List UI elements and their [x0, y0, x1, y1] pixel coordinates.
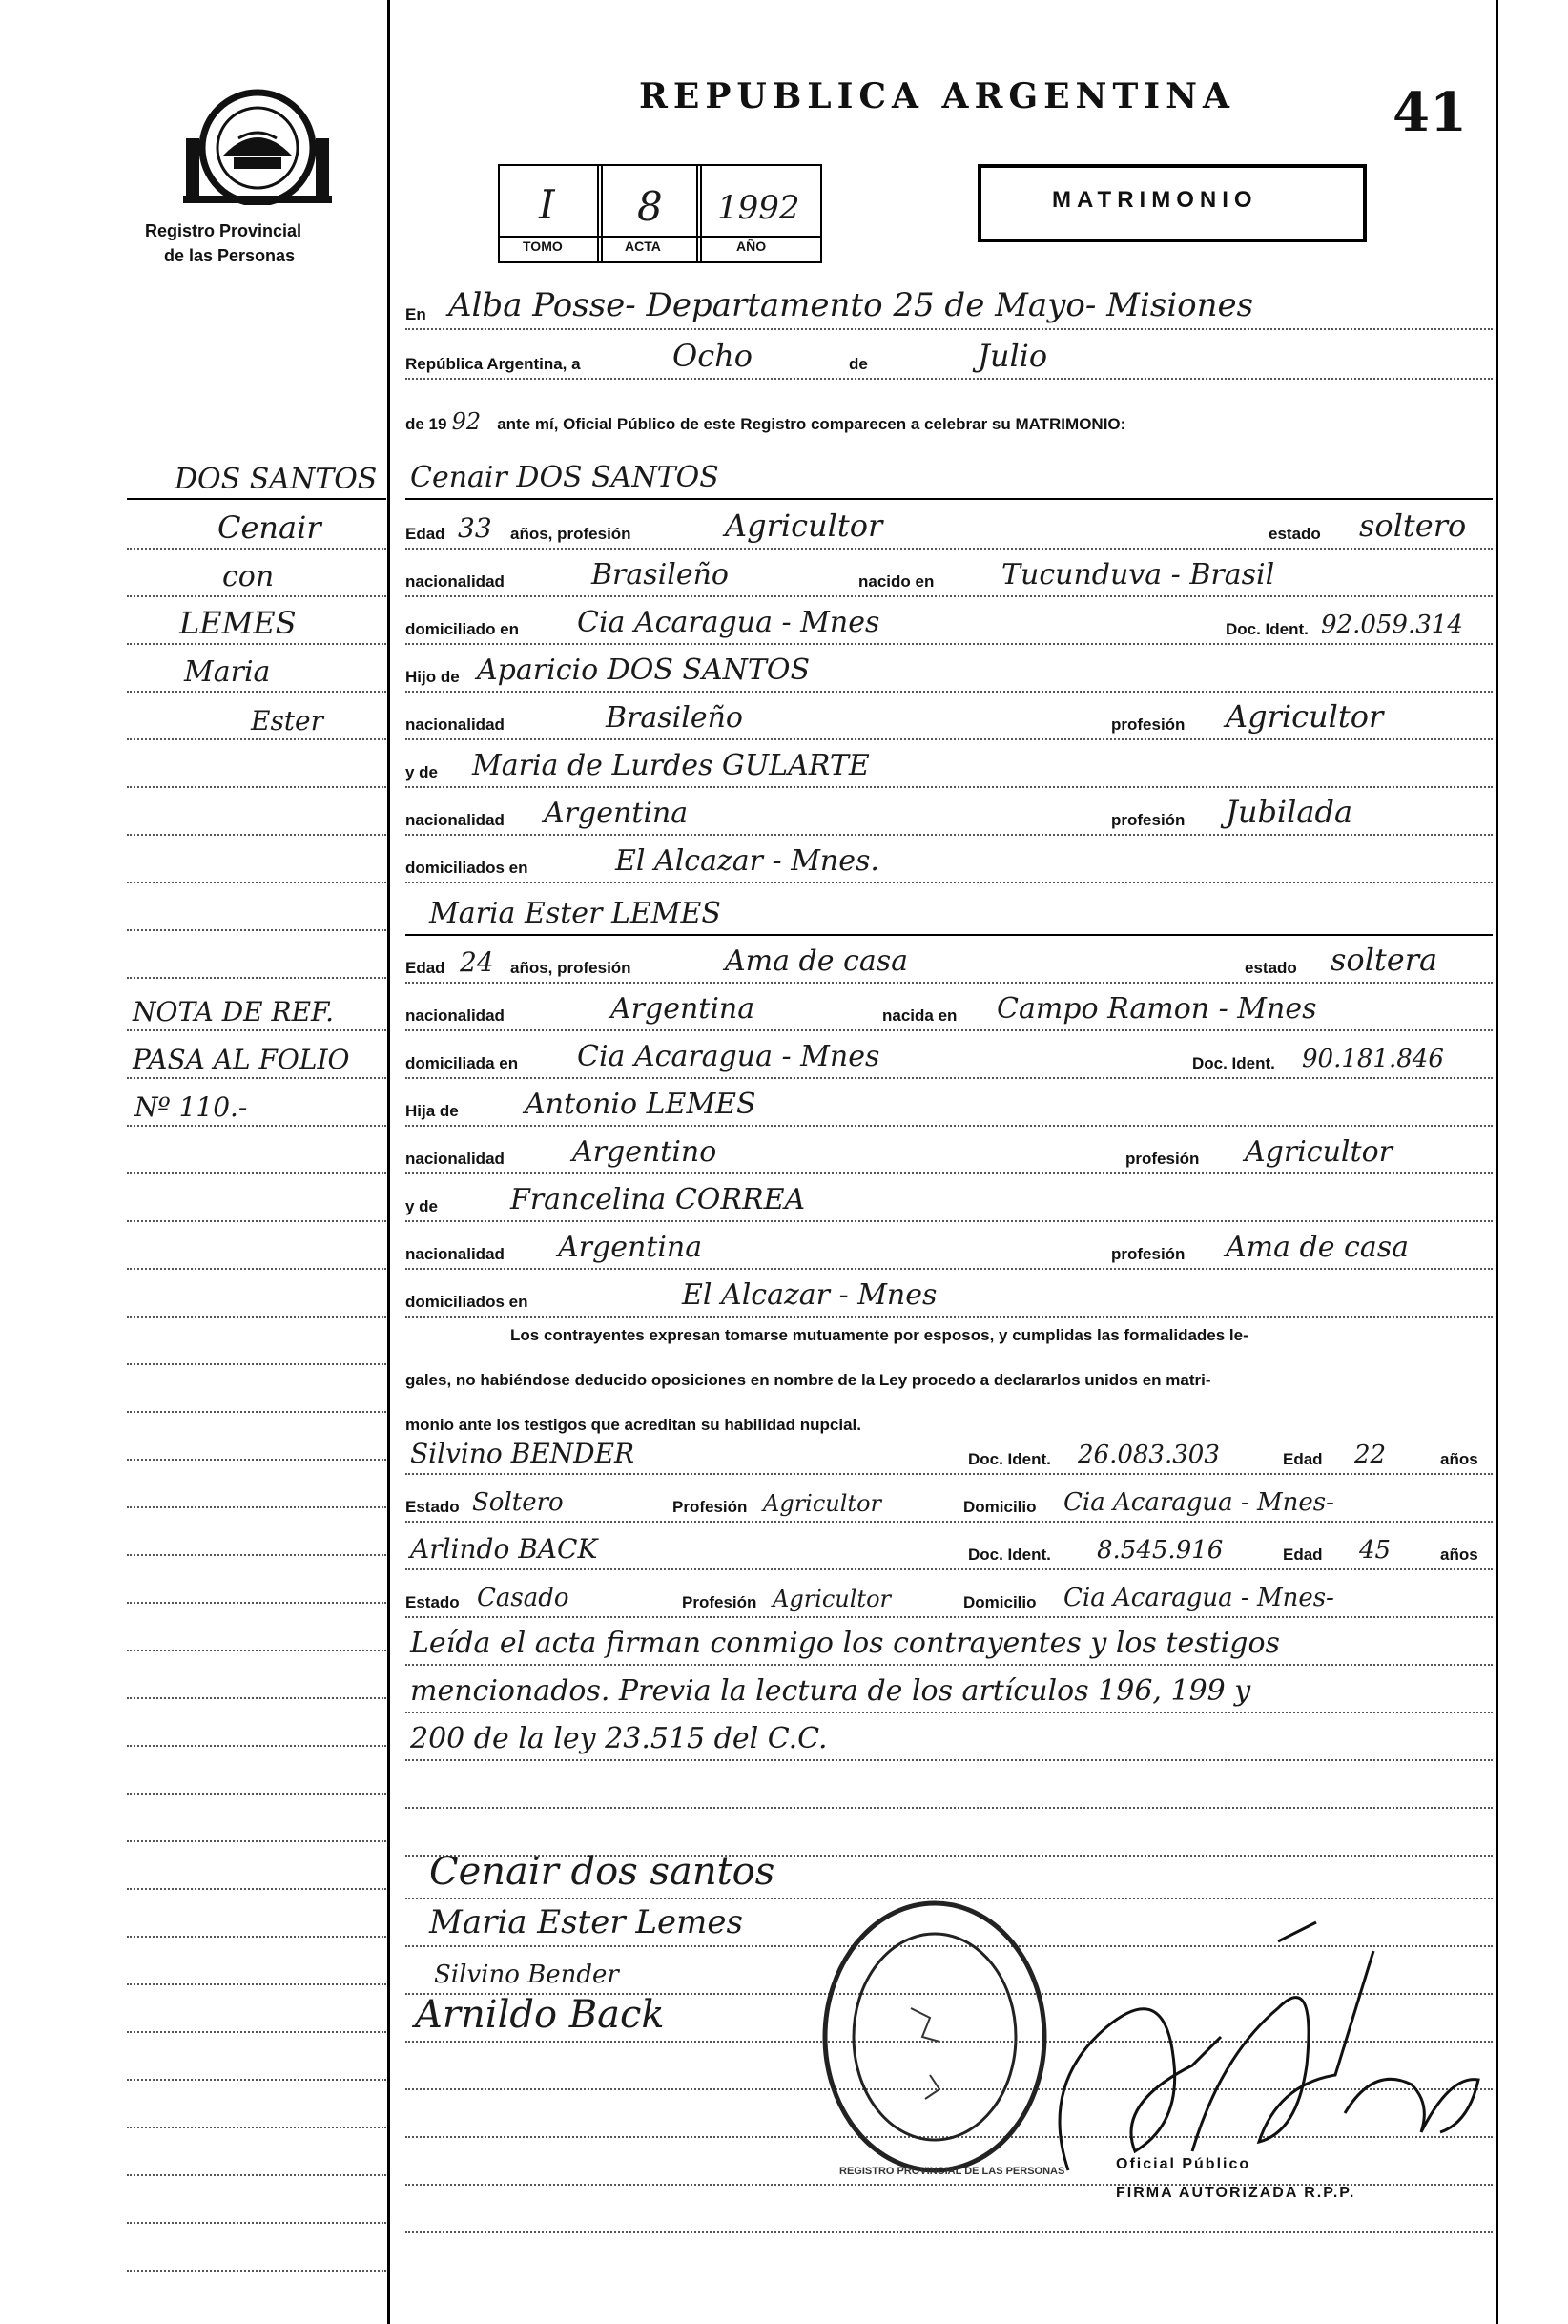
groom-padre-prof: Agricultor	[1226, 698, 1384, 735]
witness1-estado: Soltero	[472, 1488, 564, 1517]
closing-line1: Leída el acta firman conmigo los contrayentes y los testigos	[410, 1627, 1280, 1660]
witness2-name: Arlindo BACK	[410, 1533, 598, 1565]
bride-madre-prof: Ama de casa	[1226, 1231, 1409, 1264]
margin-name2a: Maria	[184, 655, 271, 689]
bride-madre-prof-label: profesión	[1111, 1245, 1186, 1263]
margin-blank-28	[127, 2180, 386, 2224]
margin-divider	[387, 0, 390, 2324]
witness2-anos-label: años	[1440, 1546, 1478, 1564]
bride-madre-row	[405, 1178, 1493, 1222]
margin-blank-1	[127, 744, 386, 788]
witness1-estado-label: Estado	[405, 1498, 460, 1516]
groom-doc: 92.059.314	[1321, 611, 1463, 639]
groom-nacionalidad: Brasileño	[591, 558, 729, 591]
doc-type-title: MATRIMONIO	[1052, 187, 1258, 213]
margin-blank-27	[127, 2132, 386, 2176]
official-title: Oficial Público	[1116, 2156, 1251, 2172]
margin-blank-21	[127, 1846, 386, 1890]
groom-domicilio: Cia Acaragua - Mnes	[577, 606, 880, 639]
margin-blank-10	[127, 1321, 386, 1365]
bride-name-row	[405, 892, 1493, 936]
registry-name-line1: Registro Provincial	[145, 221, 302, 240]
margin-name2a-row	[127, 649, 386, 693]
margin-blank-20	[127, 1798, 386, 1842]
groom-name-row	[405, 456, 1493, 500]
margin-connector: con	[222, 560, 275, 593]
official-stamp	[815, 1894, 1054, 2180]
bride-madre: Francelina CORREA	[510, 1183, 806, 1216]
registrar-signature-icon	[1030, 1913, 1488, 2180]
tomo-label: TOMO	[523, 239, 563, 254]
bride-nacionalidad: Argentina	[610, 992, 755, 1026]
bride-estado: soltera	[1331, 942, 1438, 978]
closing-line3-row	[405, 1717, 1493, 1761]
acta-value: 8	[637, 183, 663, 230]
groom-profesion: Agricultor	[725, 508, 883, 544]
bride-padre-nac-row	[405, 1131, 1493, 1174]
intro-date-row	[405, 336, 1493, 380]
margin-name1: Cenair	[217, 509, 321, 546]
firma-autorizada: FIRMA AUTORIZADA R.P.P.	[1116, 2185, 1356, 2201]
groom-edad-label: Edad	[405, 525, 445, 543]
margin-blank-12	[127, 1417, 386, 1461]
margin-surname1: DOS SANTOS	[175, 463, 378, 496]
closing-line3: 200 de la ley 23.515 del C.C.	[410, 1722, 828, 1755]
witness2-doc-label: Doc. Ident.	[968, 1546, 1051, 1564]
margin-blank-8	[127, 1226, 386, 1270]
blank-row-1	[405, 1765, 1493, 1809]
place-value: Alba Posse- Departamento 25 de Mayo- Misiones	[448, 286, 1254, 324]
witness1-domicilio: Cia Acaragua - Mnes-	[1063, 1488, 1334, 1517]
margin-blank-18	[127, 1703, 386, 1747]
groom-dom-label: domiciliado en	[405, 620, 520, 638]
margin-blank-15	[127, 1560, 386, 1604]
witness2-estado: Casado	[477, 1584, 569, 1612]
bride-nacida: Campo Ramon - Mnes	[997, 992, 1317, 1026]
groom-nac-row	[405, 553, 1493, 597]
groom-padre-prof-label: profesión	[1111, 716, 1186, 734]
registry-name-line2: de las Personas	[164, 246, 296, 265]
witness1-edad-label: Edad	[1283, 1450, 1323, 1468]
stamp-ring-text: REGISTRO PROVINCIAL DE LAS PERSONAS	[839, 2166, 1065, 2177]
bride-madre-nac: Argentina	[558, 1231, 703, 1264]
bride-nac-row	[405, 987, 1493, 1031]
groom-nacido-label: nacido en	[858, 572, 935, 591]
groom-madre-row	[405, 744, 1493, 788]
margin-blank-16	[127, 1608, 386, 1651]
bride-full-name: Maria Ester LEMES	[429, 897, 721, 930]
margin-blank-29	[127, 2228, 386, 2272]
witness2-estado-label: Estado	[405, 1593, 460, 1611]
witness2-domicilio: Cia Acaragua - Mnes-	[1063, 1584, 1334, 1612]
margin-blank-26	[127, 2085, 386, 2128]
margin-blank-5	[127, 935, 386, 979]
witness1-profesion-label: Profesión	[672, 1498, 748, 1516]
signature-witness1: Silvino Bender	[434, 1961, 619, 1989]
de-label: de	[849, 355, 868, 373]
signature-bride: Maria Ester Lemes	[429, 1903, 743, 1941]
margin-note1-row	[127, 987, 386, 1031]
bride-doc-label: Doc. Ident.	[1192, 1054, 1275, 1072]
witness1-row	[405, 1431, 1493, 1475]
groom-doc-label: Doc. Ident.	[1226, 620, 1309, 638]
bride-edad-label: Edad	[405, 959, 445, 977]
groom-nac-label: nacionalidad	[405, 572, 505, 591]
margin-connector-row	[127, 553, 386, 597]
ano-value: 1992	[717, 189, 800, 227]
witness1-edad: 22	[1354, 1441, 1387, 1469]
month-value: Julio	[978, 338, 1048, 374]
intro-place-row	[405, 286, 1493, 330]
margin-note1: NOTA DE REF.	[133, 996, 334, 1027]
margin-blank-22	[127, 1894, 386, 1938]
bride-dom-row	[405, 1035, 1493, 1079]
witness2-doc: 8.545.916	[1097, 1536, 1224, 1565]
year-statement: ante mí, Oficial Público de este Registro comparecen a celebrar su MATRIMONIO:	[497, 415, 1126, 433]
margin-blank-19	[127, 1751, 386, 1795]
bride-yde-label: y de	[405, 1197, 439, 1215]
bride-madre-nac-row	[405, 1226, 1493, 1270]
intro-year-row	[405, 408, 1125, 435]
margin-surname2: LEMES	[179, 605, 297, 641]
groom-padre: Aparicio DOS SANTOS	[477, 654, 811, 687]
margin-blank-3	[127, 840, 386, 883]
margin-blank-23	[127, 1941, 386, 1985]
groom-madre-prof-label: profesión	[1111, 811, 1186, 829]
bride-nac-label: nacionalidad	[405, 1006, 505, 1025]
margin-blank-24	[127, 1989, 386, 2033]
groom-edad-row	[405, 506, 1493, 550]
witness2-profesion: Agricultor	[773, 1586, 891, 1612]
groom-madre-prof: Jubilada	[1226, 794, 1353, 830]
witness2-domicilio-label: Domicilio	[963, 1593, 1037, 1611]
groom-profesion-label: años, profesión	[510, 525, 631, 543]
bride-madre-nac-label: nacionalidad	[405, 1245, 505, 1263]
bride-hija-label: Hija de	[405, 1102, 459, 1120]
witness2-edad: 45	[1359, 1536, 1392, 1565]
groom-madre-nac-row	[405, 792, 1493, 836]
right-border	[1496, 0, 1498, 2324]
margin-blank-11	[127, 1369, 386, 1413]
bride-padre: Antonio LEMES	[525, 1088, 756, 1121]
signature-groom: Cenair dos santos	[429, 1850, 775, 1894]
tomo-value: I	[539, 181, 555, 228]
provincial-seal-icon	[181, 81, 334, 205]
bride-padres-dom: El Alcazar - Mnes	[682, 1278, 938, 1312]
bride-domicilio: Cia Acaragua - Mnes	[577, 1040, 880, 1073]
margin-blank-25	[127, 2037, 386, 2081]
groom-padre-nac-label: nacionalidad	[405, 716, 505, 734]
margin-note3: Nº 110.-	[134, 1091, 248, 1123]
witness1-detail-row	[405, 1479, 1493, 1523]
day-value: Ocho	[672, 338, 753, 374]
groom-padre-nac: Brasileño	[606, 701, 743, 735]
groom-estado-label: estado	[1269, 525, 1321, 543]
margin-surname1-row	[127, 456, 386, 500]
groom-madre: Maria de Lurdes GULARTE	[472, 749, 870, 782]
witness2-edad-label: Edad	[1283, 1546, 1323, 1564]
groom-hijo-label: Hijo de	[405, 668, 460, 686]
witness2-row	[405, 1526, 1493, 1570]
groom-padres-dom: El Alcazar - Mnes.	[615, 844, 879, 878]
margin-note2-row	[127, 1035, 386, 1079]
bride-hija-row	[405, 1083, 1493, 1127]
groom-estado: soltero	[1359, 508, 1467, 544]
bride-edad-row	[405, 940, 1493, 984]
witness1-doc: 26.083.303	[1078, 1441, 1220, 1469]
bride-doms-label: domiciliados en	[405, 1293, 528, 1311]
margin-blank-6	[127, 1131, 386, 1174]
acta-label: ACTA	[625, 239, 661, 254]
margin-blank-7	[127, 1178, 386, 1222]
en-label: En	[405, 305, 426, 323]
year-prefix: de 19	[405, 415, 447, 433]
witness1-domicilio-label: Domicilio	[963, 1498, 1037, 1516]
groom-nacido: Tucunduva - Brasil	[1001, 558, 1275, 591]
formal-text-line3: monio ante los testigos que acreditan su habilidad nupcial.	[405, 1416, 861, 1434]
groom-full-name: Cenair DOS SANTOS	[410, 461, 719, 494]
margin-name2b: Ester	[251, 705, 324, 737]
margin-blank-2	[127, 792, 386, 836]
signature-witness2: Arnildo Back	[415, 1993, 665, 2037]
margin-blank-4	[127, 887, 386, 931]
groom-padres-dom-row	[405, 840, 1493, 883]
groom-madre-nac: Argentina	[544, 797, 689, 830]
groom-edad: 33	[458, 512, 492, 544]
groom-dom-row	[405, 601, 1493, 645]
bride-estado-label: estado	[1245, 959, 1297, 977]
witness2-detail-row	[405, 1574, 1493, 1618]
bride-padre-nac-label: nacionalidad	[405, 1150, 505, 1168]
bride-dom-label: domiciliada en	[405, 1054, 519, 1072]
bride-padres-dom-row	[405, 1274, 1493, 1318]
bride-profesion-label: años, profesión	[510, 959, 631, 977]
margin-blank-14	[127, 1512, 386, 1556]
groom-yde-label: y de	[405, 763, 439, 781]
margin-name1-row	[127, 506, 386, 550]
groom-doms-label: domiciliados en	[405, 859, 528, 877]
formal-text-line2: gales, no habiéndose deducido oposiciones en nombre de la Ley procedo a declararlos unidos en matri-	[405, 1371, 1211, 1389]
groom-hijo-row	[405, 649, 1493, 693]
margin-note3-row	[127, 1083, 386, 1127]
closing-line2: mencionados. Previa la lectura de los artículos 196, 199 y	[410, 1674, 1251, 1708]
witness1-anos-label: años	[1440, 1450, 1478, 1468]
margin-surname2-row	[127, 601, 386, 645]
formal-text-line1: Los contrayentes expresan tomarse mutuamente por esposos, y cumplidas las formalidades le-	[510, 1326, 1248, 1344]
margin-blank-17	[127, 1655, 386, 1699]
bride-nacida-label: nacida en	[882, 1006, 958, 1025]
republica-label: República Argentina, a	[405, 355, 581, 373]
year-suffix: 92	[451, 408, 482, 435]
margin-blank-9	[127, 1274, 386, 1318]
witness1-name: Silvino BENDER	[410, 1438, 635, 1469]
witness1-doc-label: Doc. Ident.	[968, 1450, 1051, 1468]
bride-padre-prof: Agricultor	[1245, 1135, 1393, 1169]
page-number: 41	[1393, 81, 1467, 144]
witness1-profesion: Agricultor	[763, 1490, 881, 1517]
closing-line1-row	[405, 1622, 1493, 1666]
bride-edad: 24	[460, 946, 494, 978]
margin-blank-13	[127, 1464, 386, 1508]
groom-padre-nac-row	[405, 696, 1493, 740]
margin-note2: PASA AL FOLIO	[133, 1044, 350, 1075]
bride-padre-prof-label: profesión	[1125, 1150, 1200, 1168]
ano-label: AÑO	[736, 239, 767, 254]
margin-name2b-row	[127, 696, 386, 740]
witness2-profesion-label: Profesión	[682, 1593, 757, 1611]
country-title: REPUBLICA ARGENTINA	[639, 76, 1235, 116]
groom-madre-nac-label: nacionalidad	[405, 811, 505, 829]
bride-profesion: Ama de casa	[725, 944, 908, 978]
bride-padre-nac: Argentino	[572, 1135, 717, 1169]
closing-line2-row	[405, 1670, 1493, 1713]
bride-doc: 90.181.846	[1302, 1045, 1444, 1073]
